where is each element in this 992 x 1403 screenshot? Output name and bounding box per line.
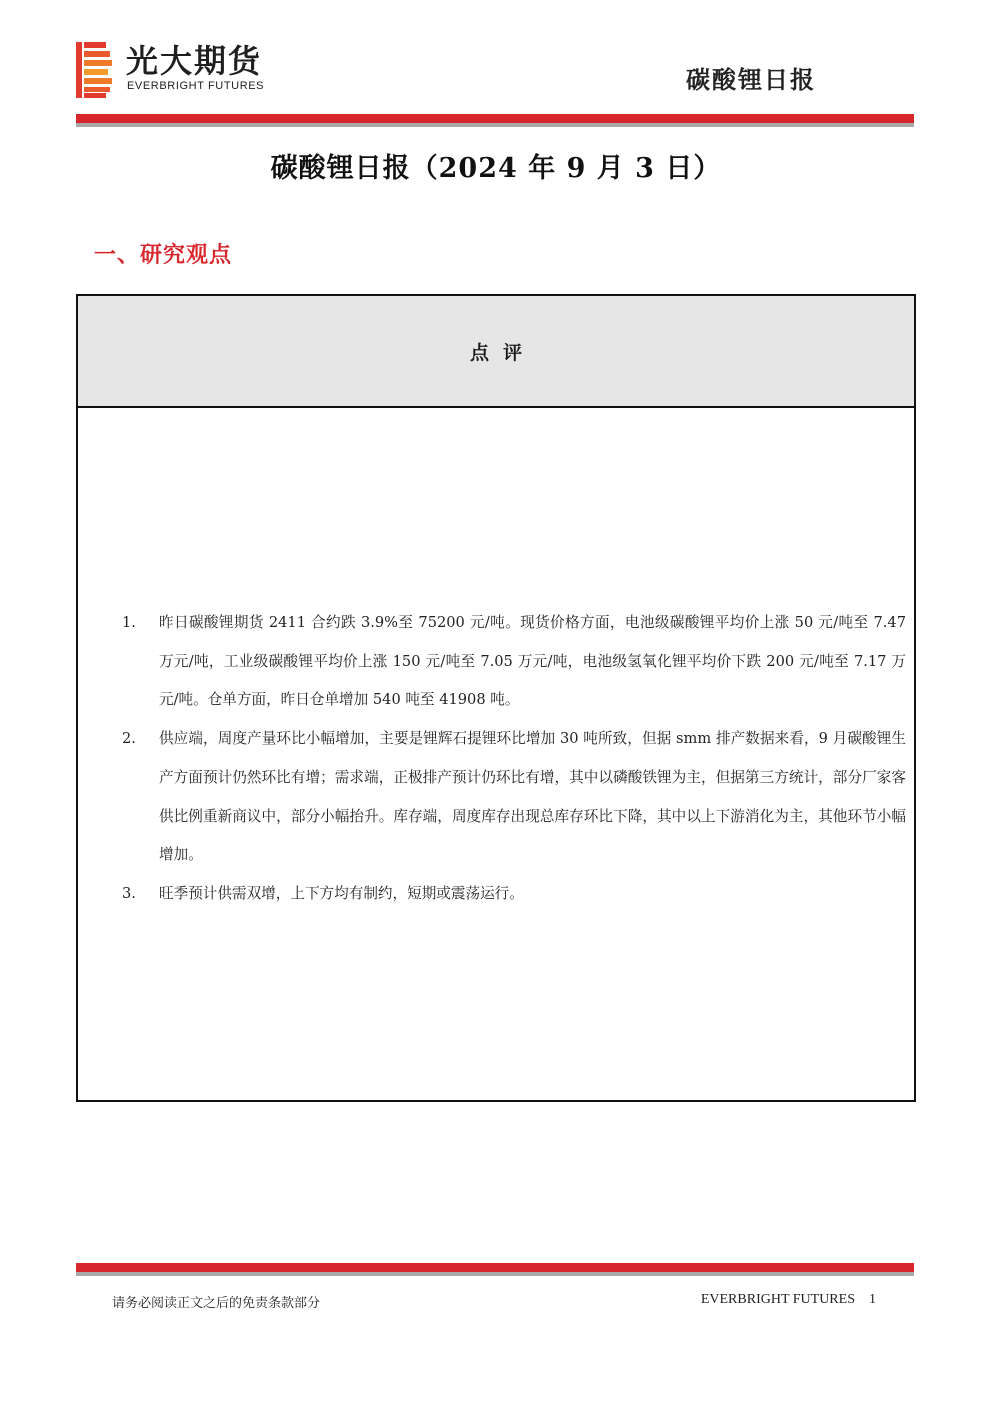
report-type-title: 碳酸锂日报 xyxy=(686,65,816,94)
company-logo xyxy=(76,40,316,100)
list-item xyxy=(78,875,914,914)
logo-english-name: EVERBRIGHT FUTURES xyxy=(127,80,265,92)
footer-company xyxy=(701,1292,876,1308)
logo-chinese-name: 光大期货 xyxy=(126,42,263,80)
comment-table-header: 点评 xyxy=(78,296,914,408)
footer-divider xyxy=(76,1263,914,1276)
research-points-list xyxy=(78,604,914,914)
everbright-logo-icon xyxy=(76,42,116,98)
list-item-number: 1. xyxy=(122,614,136,631)
list-item-text: 旺季预计供需双增，上下方均有制约，短期或震荡运行。 xyxy=(159,884,524,902)
page-number: 1 xyxy=(869,1292,876,1307)
list-item-text: 昨日碳酸锂期货 2411 合约跌 3.9%至 75200 元/吨。现货价格方面，电池级碳酸锂平均价上涨 50 元/吨至 7.47 万元/吨，工业级碳酸锂平均价上涨 150 元/吨至 7.05 万元/吨，电池级氢氧化锂平均价下跌 200 元/吨至 7.17 万元/吨。仓单方面，昨日仓单增加 540 吨至 41908 吨。 xyxy=(159,614,906,709)
footer-disclaimer: 请务必阅读正文之后的免责条款部分 xyxy=(112,1296,321,1311)
footer-company-name: EVERBRIGHT FUTURES xyxy=(700,1292,855,1307)
header-divider xyxy=(76,114,914,127)
list-item xyxy=(78,720,914,875)
list-item-number: 3. xyxy=(122,884,136,902)
page-title: 碳酸锂日报（2024 年 9 月 3 日） xyxy=(270,153,722,184)
section-heading: 一、研究观点 xyxy=(94,242,233,268)
comment-table xyxy=(76,294,916,1102)
list-item-number: 2. xyxy=(122,730,136,748)
comment-table-body xyxy=(78,408,914,1098)
list-item xyxy=(78,604,914,720)
list-item-text: 供应端，周度产量环比小幅增加，主要是锂辉石提锂环比增加 30 吨所致，但据 smm 排产数据来看，9 月碳酸锂生产方面预计仍然环比有增；需求端，正极排产预计仍环比有增，其中以磷酸铁锂为主，但据第三方统计，部分厂家客供比例重新商议中，部分小幅抬升。库存端，周度库存出现总库存环比下降，其中以上下游消化为主，其他环节小幅增加。 xyxy=(159,730,906,864)
